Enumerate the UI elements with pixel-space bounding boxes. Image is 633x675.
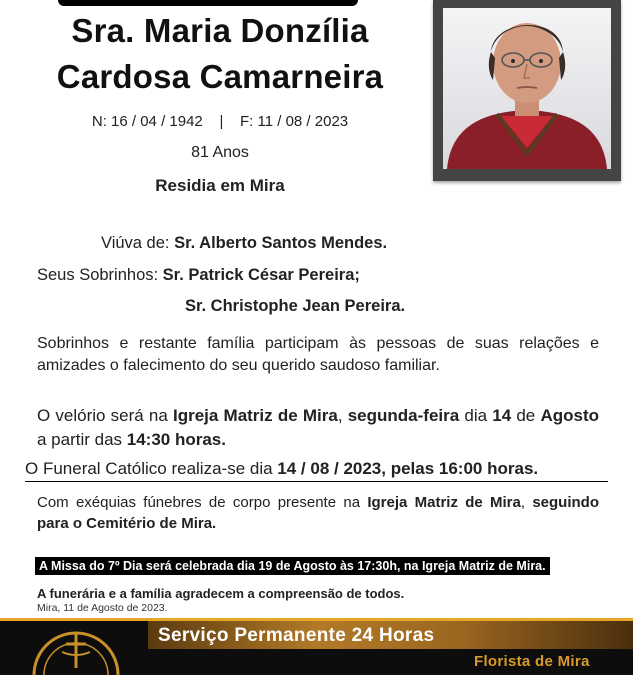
nephews-label: Seus Sobrinhos: [37,266,163,284]
funeral-info [25,459,608,482]
funeral-text: O Funeral Católico realiza-se dia [25,459,278,478]
age: 81 Anos [191,144,249,161]
widow-name: Sr. Alberto Santos Mendes. [174,234,388,252]
deceased-name-line2: Cardosa Camarneira [56,58,384,95]
portrait-photo [433,0,621,181]
widow-row [101,234,387,253]
residence: Residia em Mira [155,176,285,195]
exequies-church: Igreja Matriz de Mira [367,494,521,511]
wake-info [37,404,599,452]
wake-text-3: dia [459,406,493,425]
wake-month: Agosto [540,406,599,425]
top-decoration [58,0,358,6]
nephew-1: Sr. Patrick César Pereira; [162,266,360,284]
wake-text-4: de [511,406,541,425]
mass-notice: A Missa do 7º Dia será celebrada dia 19 de Agosto às 17:30h, na Igreja Matriz de Mira. [35,557,550,575]
wake-day: segunda-feira [347,406,460,425]
wake-date: 14 [492,406,512,425]
exequies-text-1: Com exéquias fúnebres de corpo presente na [37,494,368,511]
exequies-text-2: , [520,494,533,511]
portrait-image [443,8,611,169]
nephew-2: Sr. Christophe Jean Pereira. [185,297,406,315]
announcement-text: Sobrinhos e restante família participam às pessoas de suas relações e amizades o falecimento do seu querido saudoso familiar. [37,335,599,374]
florist-name: Florista de Mira [474,653,590,670]
wake-time: 14:30 horas. [126,430,226,449]
service-text: Serviço Permanente 24 Horas [158,625,435,646]
exequies-cemetery: seguindo para o Cemitério de Mira. [37,494,599,532]
wake-text-1: O velório será na [37,406,173,425]
deceased-name-line1: Sra. Maria Donzília [71,12,369,49]
funeral-home-logo [28,628,124,675]
nephews-row [37,266,360,285]
funeral-when: 14 / 08 / 2023, pelas 16:00 horas. [277,459,539,478]
place-date: Mira, 11 de Agosto de 2023. [37,602,168,614]
wake-text-2: , [337,406,348,425]
wake-place: Igreja Matriz de Mira [173,406,338,425]
birth-death-dates: N: 16 / 04 / 1942 | F: 11 / 08 / 2023 [91,113,349,130]
wake-text-5: a partir das [37,430,127,449]
thanks-note: A funerária e a família agradecem a compreensão de todos. [37,586,405,601]
exequies-info [37,492,599,534]
widow-label: Viúva de: [101,234,175,252]
nephews-row-2 [185,297,405,316]
